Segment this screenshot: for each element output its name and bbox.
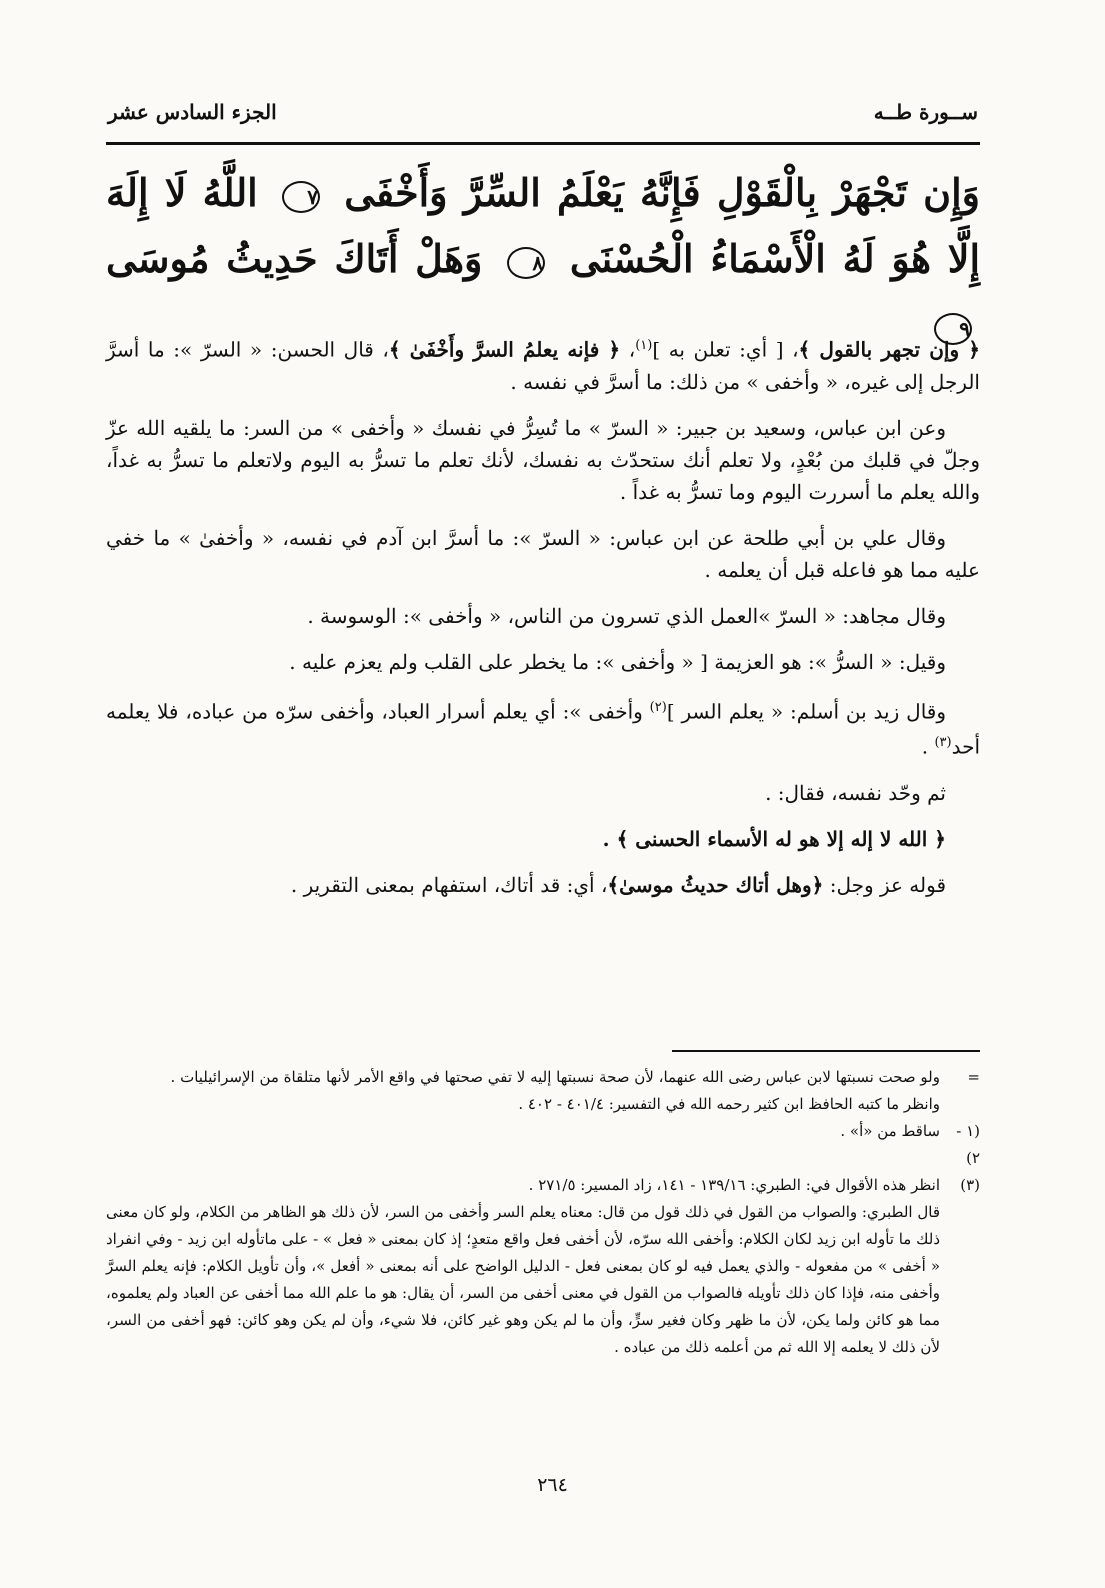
footnote-text: ساقط من «أ» . [840, 1122, 940, 1140]
quran-verses [106, 160, 980, 358]
commentary-paragraph: وقال مجاهد: « السرّ »العمل الذي تسرون من الناس، « وأخفى »: الوسوسة . [307, 603, 946, 628]
page-number: ٢٦٤ [537, 1474, 568, 1496]
footnote-ref[interactable]: (٢) [649, 699, 667, 715]
verse-number-marker: ٨ [507, 247, 545, 279]
commentary-paragraph: وقال علي بن أبي طلحة عن ابن عباس: « السرّ »: ما أسرَّ ابن آدم في نفسه، « وأخفىٰ » ما خفي عليه مما هو فاعله قبل أن يعلمه . [106, 525, 980, 582]
commentary-paragraph: ثم وحّد نفسه، فقال: . [765, 780, 946, 805]
verse-text: وَهَلْ أَتَاكَ حَدِيثُ مُوسَى [106, 236, 483, 281]
verse-number-marker: ٩ [934, 313, 972, 345]
paragraph-text: ، [620, 337, 636, 362]
footnote-ref[interactable]: (٣) [934, 735, 952, 751]
footnote-text: ولو صحت نسبتها لابن عباس رضى الله عنهما، لأن صحة نسبتها إليه لا تفي صحتها في واقع الأمر لأنها متلقاة من الإسرائيليات . [170, 1068, 940, 1086]
footnote-mark [940, 1091, 980, 1118]
quran-quote: ﴿ وإن تجهر بالقول ﴾ [798, 337, 981, 362]
commentary-paragraph: وعن ابن عباس، وسعيد بن جبير: « السرّ » ما تُسِرُّ في نفسك « وأخفى » من السر: ما يلقيه الله عزّ وجلّ في قلبك من بُعْدٍ، ولا تعلم أنك ستحدّث به نفسك، لأنك تعلم ما تسرُّ به اليوم ولاتعلم ما تسرُّ به غداً، والله يعلم ما أسررت اليوم وما تسرُّ به غداً . [106, 415, 980, 504]
paragraph-text: وأخفى »: أي يعلم أسرار العباد، وأخفى سرّه من عباده، فلا يعلمه أحد [106, 699, 980, 759]
paragraph-text: ، أي: قد أتاك، استفهام بمعنى التقرير . [290, 872, 608, 897]
quran-quote: ﴿ فإنه يعلمُ السرَّ وأَخْفَىٰ ﴾ [388, 337, 621, 362]
footnote-text: قال الطبري: والصواب من القول في ذلك قول من قال: معناه يعلم السر وأخفى من السر، لأن ذلك هو الظاهر من الكلام، ولو كان معنى ذلك ما تأوله ابن زيد لكان الكلام: وأخفى الله سرّه، لأن أخفى فعل واقع متعدٍ؛ إذ كان بمعنى « فعل » - على ماتأوله ابن زيد - وفي انفراد « أخفى » من مفعوله - والذي يعمل فيه لو كان بمعنى فعل - الدليل الواضح على أنه بمعنى « أفعل »، وأن تأويل الكلام: فإنه يعلم السرَّ وأخفى منه، فإذا كان ذلك تأويله فالصواب من القول في معنى أخفى من السر، أن يقال: هو ما علم الله مما أخفى عن العباد ولم يعلموه، مما هو كائن ولما يكن، لأن ما ظهر وكان فغير سرٍّ، وأن ما لم يكن وهو غير كائن، فلا شيء، وأن لم يكن وهو كائن: فهو أخفى من السر، لأن ذلك لا يعلمه إلا الله ثم من أعلمه ذلك من عباده . [106, 1203, 940, 1356]
footnote-ref[interactable]: (١) [635, 338, 653, 353]
footnote-text: وانظر ما كتبه الحافظ ابن كثير رحمه الله في التفسير: ٤٠١/٤ - ٤٠٢ . [518, 1095, 940, 1113]
footnote-mark: (٣) [960, 1176, 980, 1194]
footnote [106, 1172, 980, 1199]
footnote [106, 1091, 980, 1118]
footnote [106, 1118, 980, 1172]
surah-title: ســورة طــه [873, 100, 978, 124]
commentary-paragraph: وقيل: « السرُّ »: هو العزيمة [ « وأخفى »: ما يخطر على القلب ولم يعزم عليه . [289, 649, 946, 674]
quran-quote-paragraph: ﴿ الله لا إله إلا هو له الأسماء الحسنى ﴾ . [602, 826, 946, 851]
paragraph-text: قوله عز وجل: [823, 872, 946, 897]
commentary-body [106, 330, 980, 915]
paragraph-text: . [921, 734, 935, 759]
footnote-divider [672, 1050, 980, 1052]
running-header [108, 92, 978, 132]
footnote-text: انظر هذه الأقوال في: الطبري: ١٣٩/١٦ - ١٤١، زاد المسير: ٢٧١/٥ . [528, 1176, 940, 1194]
verse-text: اللَّهُ لَا إِلَهَ إِلَّا هُوَ لَهُ الْأَسْمَاءُ الْحُسْنَى [106, 170, 981, 281]
footnote-mark: = [967, 1068, 980, 1086]
commentary-paragraph [106, 869, 980, 901]
footnote [106, 1064, 980, 1091]
verse-number-marker: ٧ [282, 181, 320, 213]
juz-title: الجزء السادس عشر [108, 100, 277, 124]
footnote-mark [940, 1199, 980, 1361]
paragraph-text: ، قال الحسن: « السرّ »: ما أسرَّ الرجل إلى غيره، « وأخفى » من ذلك: ما أسرَّ في نفسه . [106, 337, 980, 394]
paragraph-text: ، [ أي: تعلن به ] [652, 337, 799, 362]
quran-quote: ﴿وهل أتاك حديثُ موسىٰ﴾ [607, 872, 824, 897]
commentary-paragraph [106, 692, 980, 763]
footnote [106, 1199, 980, 1361]
footnotes-section [106, 1064, 980, 1361]
footnote-mark: (١ - ٢) [956, 1122, 980, 1167]
commentary-paragraph [106, 330, 980, 398]
paragraph-text: وقال زيد بن أسلم: « يعلم السر ] [666, 699, 947, 724]
header-divider [106, 142, 980, 145]
verse-text: وَإِن تَجْهَرْ بِالْقَوْلِ فَإِنَّهُ يَعْلَمُ السِّرَّ وَأَخْفَى [344, 170, 980, 215]
